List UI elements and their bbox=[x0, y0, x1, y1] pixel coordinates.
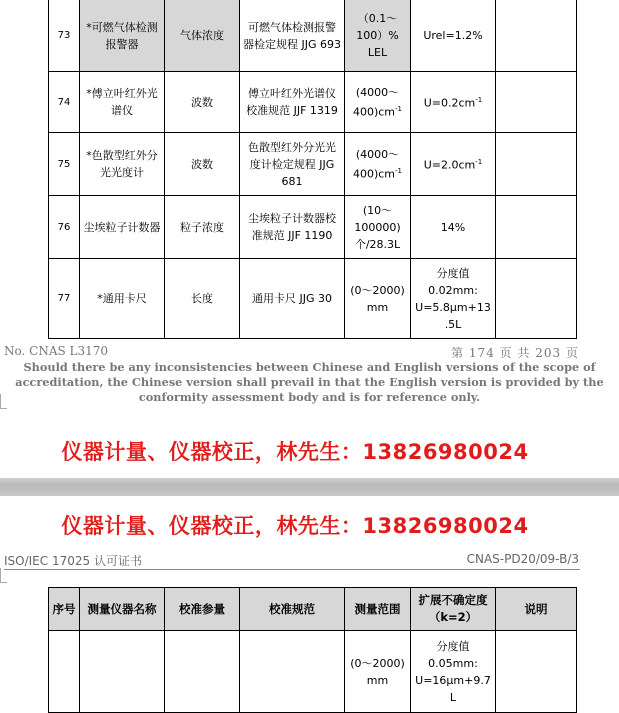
table-row bbox=[49, 259, 577, 339]
document-code: CNAS-PD20/09-B/3 bbox=[466, 552, 579, 566]
calibration-parameter: 气体浓度 bbox=[165, 0, 240, 72]
note-cell bbox=[496, 259, 577, 339]
row-number: 75 bbox=[49, 133, 80, 196]
calibration-spec: 尘埃粒子计数器校准规范 JJF 1190 bbox=[240, 196, 345, 259]
table-row bbox=[49, 133, 577, 196]
calibration-spec: 可燃气体检测报警器检定规程 JJG 693 bbox=[240, 0, 345, 72]
uncertainty-line: 分度值 bbox=[436, 639, 470, 653]
note-cell bbox=[496, 0, 577, 72]
promo-banner: 仪器计量、仪器校正，林先生：13826980024 bbox=[61, 514, 529, 538]
uncertainty-line: L bbox=[449, 690, 457, 704]
calibration-parameter: 粒子浓度 bbox=[165, 196, 240, 259]
note-cell bbox=[496, 133, 577, 196]
uncertainty-text: U=0.2cm bbox=[423, 96, 476, 110]
uncertainty-exponent: -1 bbox=[475, 96, 483, 105]
table-row bbox=[49, 196, 577, 259]
uncertainty bbox=[411, 631, 496, 713]
measurement-range bbox=[345, 133, 411, 196]
uncertainty-line: 分度值 bbox=[436, 266, 470, 280]
row-number: 77 bbox=[49, 259, 80, 339]
column-header-number: 序号 bbox=[49, 588, 80, 631]
row-number: 73 bbox=[49, 0, 80, 72]
instrument-name: *通用卡尺 bbox=[80, 259, 165, 339]
range-text: (4000～400)cm bbox=[352, 147, 400, 181]
instrument-name: *可燃气体检测报警器 bbox=[80, 0, 165, 72]
header-rule bbox=[4, 569, 580, 570]
calibration-parameter bbox=[165, 631, 240, 713]
uncertainty-line: 0.02mm: bbox=[428, 283, 478, 297]
margin-corner-mark bbox=[0, 568, 7, 583]
measurement-range: (10～100000)个/28.3L bbox=[345, 196, 411, 259]
row-number: 74 bbox=[49, 72, 80, 133]
instrument-name: *色散型红外分光光度计 bbox=[80, 133, 165, 196]
note-cell bbox=[496, 72, 577, 133]
uncertainty-line: U=16μm+9.7 bbox=[415, 673, 491, 687]
measurement-range: (0～2000) mm bbox=[345, 631, 411, 713]
certificate-number: No. CNAS L3170 bbox=[4, 344, 109, 358]
table-row bbox=[49, 0, 577, 72]
calibration-spec: 色散型红外分光光度计检定规程 JJG 681 bbox=[240, 133, 345, 196]
column-header-note: 说明 bbox=[496, 588, 577, 631]
row-number: 76 bbox=[49, 196, 80, 259]
uncertainty bbox=[411, 259, 496, 339]
instrument-name: *傅立叶红外光谱仪 bbox=[80, 72, 165, 133]
calibration-spec: 傅立叶红外光谱仪校准规范 JJF 1319 bbox=[240, 72, 345, 133]
range-exponent: -1 bbox=[395, 166, 403, 175]
column-header-instrument: 测量仪器名称 bbox=[80, 588, 165, 631]
scope-table bbox=[48, 0, 577, 339]
measurement-range: (0～2000) mm bbox=[345, 259, 411, 339]
column-header-spec: 校准规范 bbox=[240, 588, 345, 631]
measurement-range bbox=[345, 72, 411, 133]
uncertainty-line: .5L bbox=[444, 317, 462, 331]
uncertainty-line: U=5.8μm+13 bbox=[415, 300, 491, 314]
uncertainty-text: U=2.0cm bbox=[423, 158, 476, 172]
instrument-name bbox=[80, 631, 165, 713]
calibration-parameter: 长度 bbox=[165, 259, 240, 339]
table-row bbox=[49, 72, 577, 133]
scope-table-continued bbox=[48, 587, 577, 713]
language-disclaimer: Should there be any inconsistencies between Chinese and English versions of the scope of accreditation, the Chinese version shall prevail in that the English version is provided by the conformity assessment body and is for reference only. bbox=[15, 360, 604, 404]
column-header-parameter: 校准参量 bbox=[165, 588, 240, 631]
measurement-range: （0.1～100）% LEL bbox=[345, 0, 411, 72]
page-separator bbox=[0, 478, 619, 496]
note-cell bbox=[496, 631, 577, 713]
certificate-header: ISO/IEC 17025 认可证书 bbox=[4, 554, 142, 568]
column-header-range: 测量范围 bbox=[345, 588, 411, 631]
uncertainty: 14% bbox=[411, 196, 496, 259]
table-header-row bbox=[49, 588, 577, 631]
range-exponent: -1 bbox=[395, 104, 403, 113]
uncertainty bbox=[411, 133, 496, 196]
uncertainty-line: 0.05mm: bbox=[428, 656, 478, 670]
calibration-spec bbox=[240, 631, 345, 713]
table-row bbox=[49, 631, 577, 713]
document-page-2 bbox=[0, 496, 619, 708]
calibration-parameter: 波数 bbox=[165, 72, 240, 133]
page-counter: 第 174 页 共 203 页 bbox=[451, 346, 579, 360]
calibration-spec: 通用卡尺 JJG 30 bbox=[240, 259, 345, 339]
uncertainty bbox=[411, 72, 496, 133]
instrument-name: 尘埃粒子计数器 bbox=[80, 196, 165, 259]
note-cell bbox=[496, 196, 577, 259]
calibration-parameter: 波数 bbox=[165, 133, 240, 196]
uncertainty-exponent: -1 bbox=[475, 158, 483, 167]
column-header-uncertainty: 扩展不确定度（k=2） bbox=[411, 588, 496, 631]
uncertainty: Urel=1.2% bbox=[411, 0, 496, 72]
row-number bbox=[49, 631, 80, 713]
range-text: (4000～400)cm bbox=[352, 85, 400, 119]
promo-banner: 仪器计量、仪器校正，林先生：13826980024 bbox=[61, 440, 529, 464]
